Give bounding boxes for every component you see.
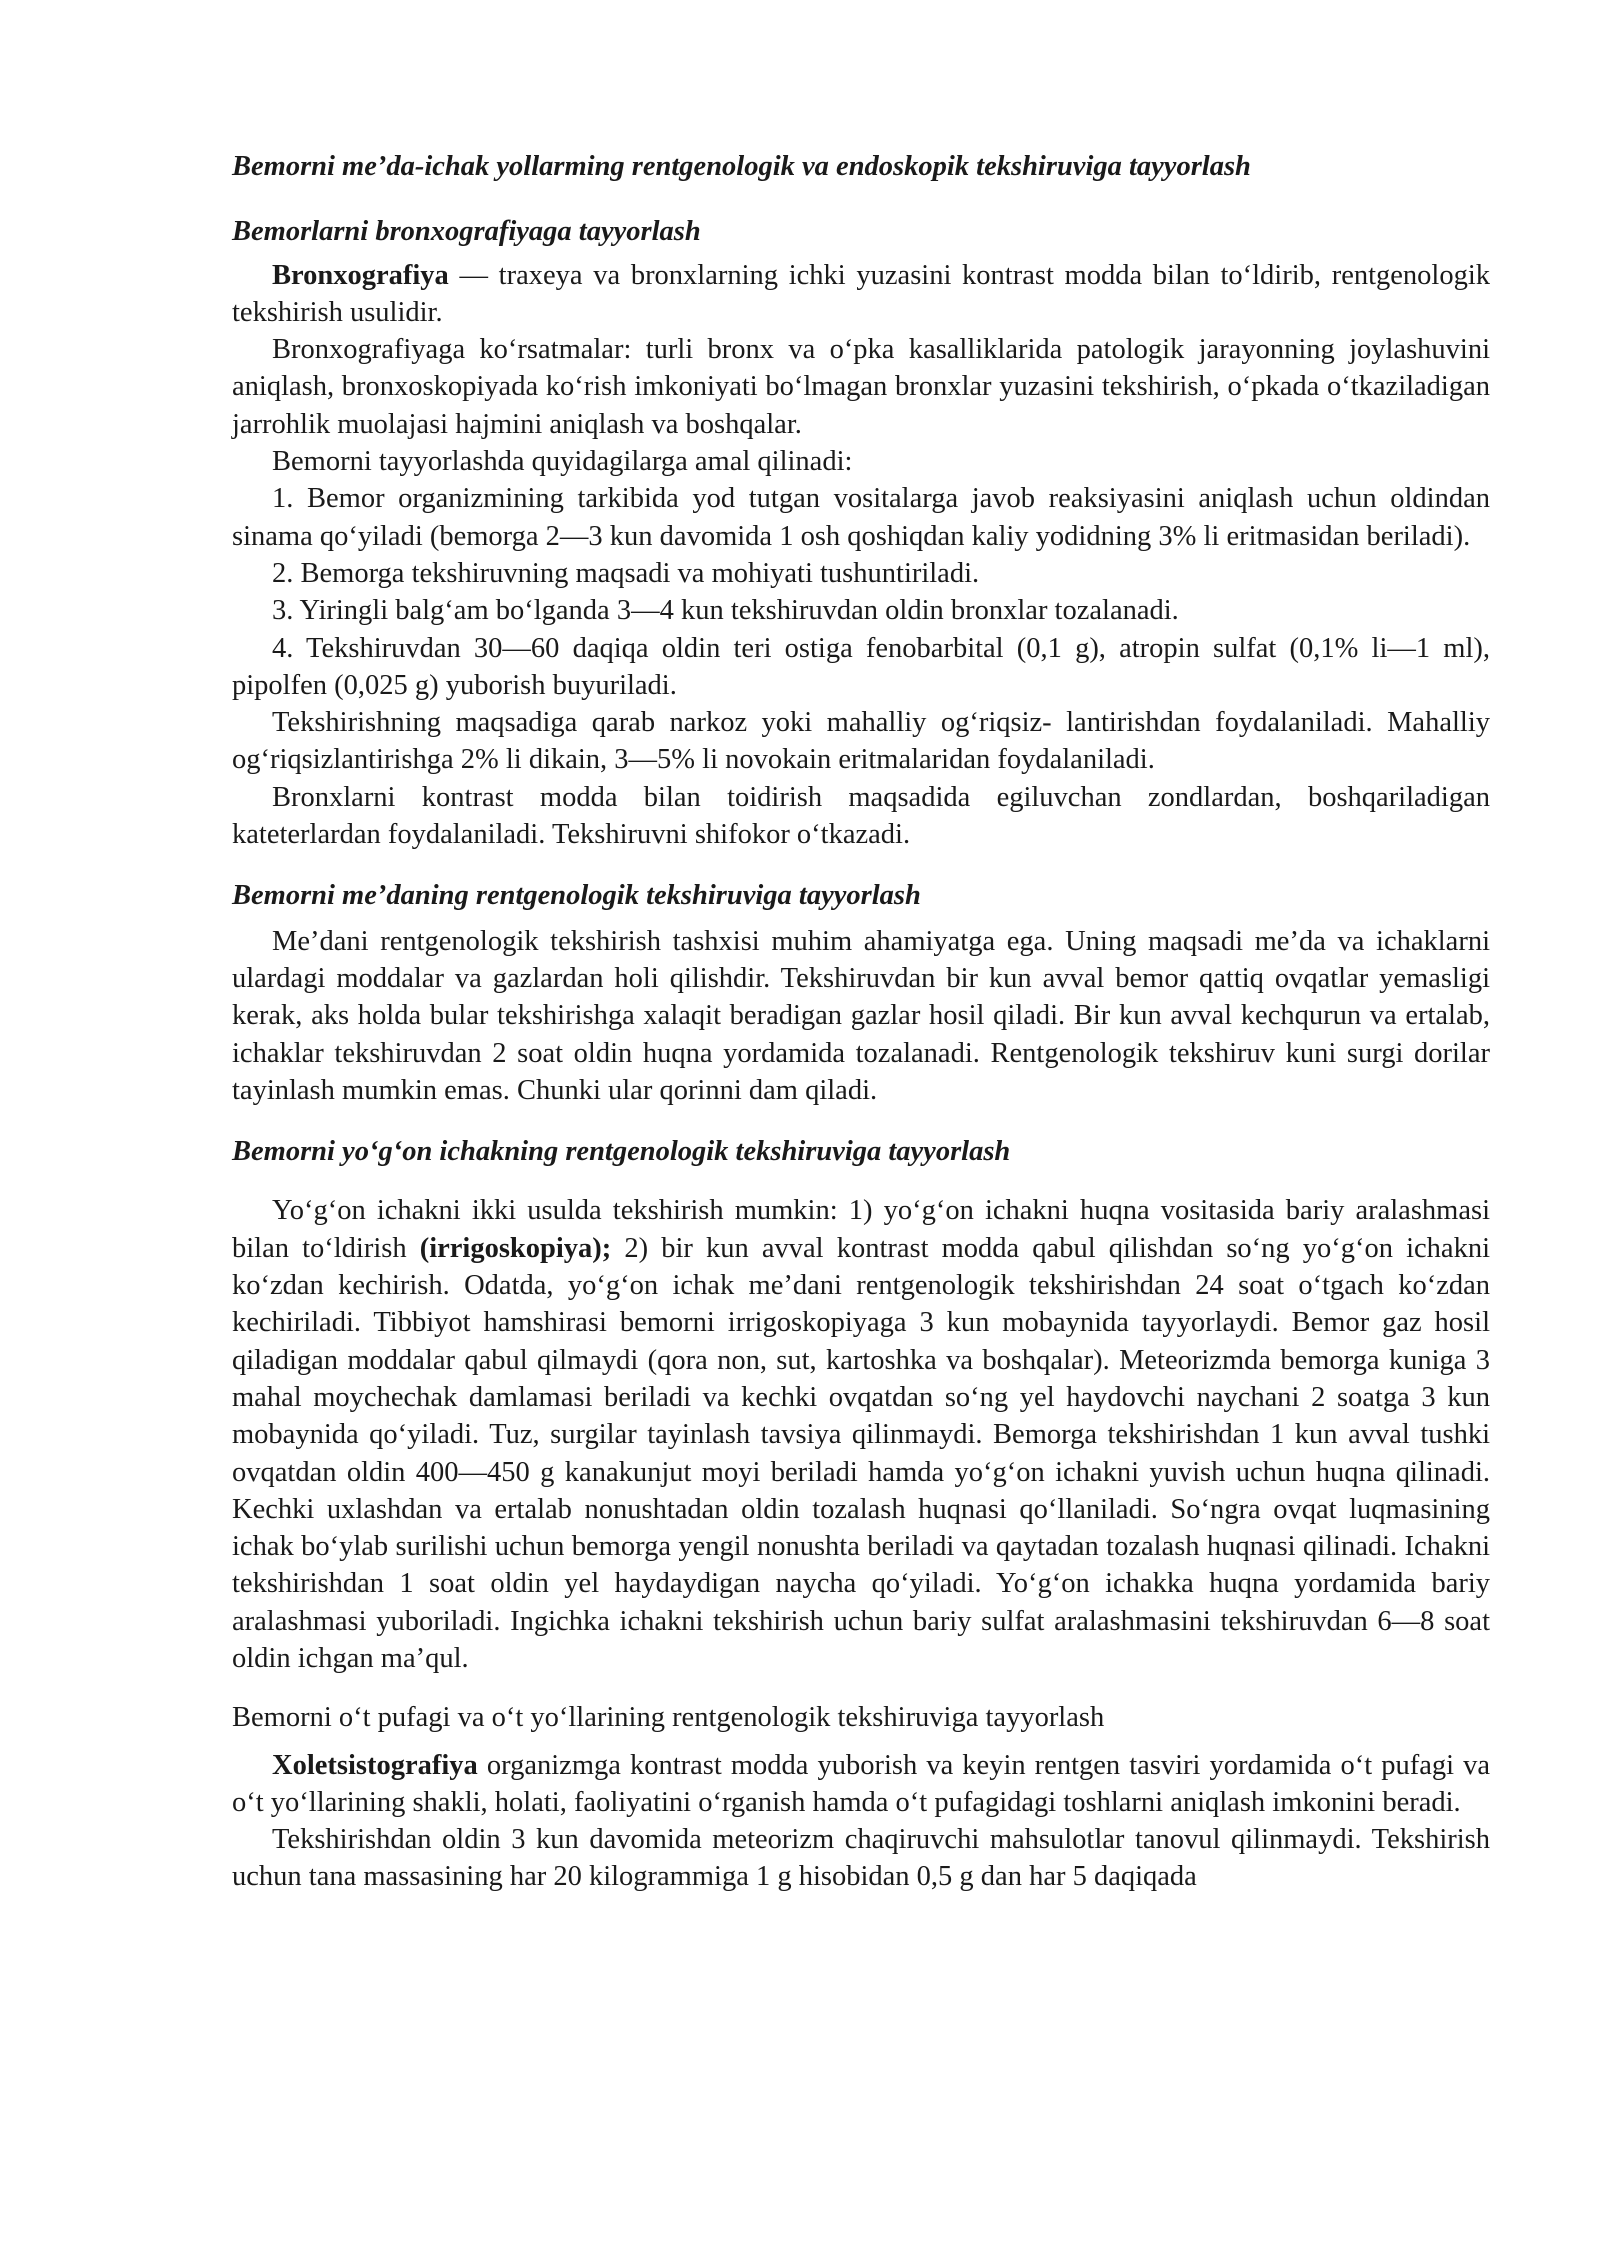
paragraph (232, 1192, 1490, 1677)
section-heading-stomach: Bemorni me’daning rentgenologik tekshiruviga tayyorlash (232, 880, 921, 912)
list-item: 1. Bemor organizmining tarkibida yod tutgan vositalarga javob reaksiyasini aniqlash uchun oldindan sinama qoʻyiladi (bemorga 2—3 kun davomida 1 osh qoshiqdan kaliy yodidning 3% li eritmasidan beriladi). (232, 483, 1490, 552)
term-irrigoskopiya: (irrigoskopiya); (419, 1232, 612, 1264)
paragraph-text: organizmga kontrast modda yuborish va keyin rentgen tasviri yordamida oʻt pufagi va oʻt yoʻllarining shakli, holati, faoliyatini oʻrganish hamda oʻt pufagidagi toshlarni aniqlash imkonini beradi. (232, 1749, 1490, 1818)
list-item: 4. Tekshiruvdan 30—60 daqiqa oldin teri ostiga fenobarbital (0,1 g), atropin sulfat (0,1% li—1 ml), pipolfen (0,025 g) yuborish buyuriladi. (232, 632, 1490, 701)
paragraph: Bronxlarni kontrast modda bilan toidirish maqsadida egiluvchan zondlardan, boshqariladigan kateterlardan foydalaniladi. Tekshiruvni shifokor oʻtkazadi. (232, 781, 1490, 851)
section-heading-gallbladder: Bemorni oʻt pufagi va oʻt yoʻllarining rentgenologik tekshiruviga tayyorlash (232, 1702, 1105, 1734)
list-item: 2. Bemorga tekshiruvning maqsadi va mohiyati tushuntiriladi. (272, 557, 980, 589)
section-heading-gi-tract: Bemorni me’da-ichak yollarming rentgenologik va endoskopik tekshiruviga tayyorlash (232, 151, 1251, 182)
term-bronxografiya: Bronxografiya (272, 259, 449, 291)
paragraph-text: Yoʻgʻon ichakni ikki usulda tekshirish mumkin: 1) yoʻgʻon ichakni huqna vositasida bariy aralashmasi bilan toʻldirish (232, 1195, 1490, 1264)
paragraph: Me’dani rentgenologik tekshirish tashxisi muhim ahamiyatga ega. Uning maqsadi me’da va ichaklarni ulardagi moddalar va gazlardan holi qilishdir. Tekshiruvdan bir kun avval bemor qattiq ovqatlar yemasligi kerak, aks holda bular tekshirishga xalaqit beradigan gazlar hosil qiladi. Bir kun avval kechqurun va ertalab, ichaklar tekshiruvdan 2 soat oldin huqna yordamida tozalanadi. Rentgenologik tekshiruv kuni surgi dorilar tayinlash mumkin emas. Chunki ular qorinni dam qiladi. (232, 925, 1490, 1106)
section-heading-bronchography: Bemorlarni bronxografiyaga tayyorlash (232, 216, 701, 248)
paragraph-text: — traxeya va bronxlarning ichki yuzasini kontrast modda bilan toʻldirib, rentgenologik tekshirish usulidir. (232, 259, 1490, 328)
list-item: 3. Yiringli balgʻam boʻlganda 3—4 kun tekshiruvdan oldin bronxlar tozalanadi. (272, 595, 1179, 627)
paragraph: Tekshirishning maqsadiga qarab narkoz yoki mahalliy ogʻriqsiz- lantirishdan foydalaniladi. Mahalliy ogʻriqsizlantirishga 2% li dikain, 3—5% li novokain eritmalaridan foydalaniladi. (232, 707, 1490, 776)
paragraph (232, 1747, 1490, 1822)
section-heading-colon: Bemorni yoʻgʻon ichakning rentgenologik tekshiruviga tayyorlash (232, 1136, 1011, 1168)
term-xoletsistografiya: Xoletsistografiya (272, 1749, 478, 1781)
paragraph: Tekshirishdan oldin 3 kun davomida meteorizm chaqiruvchi mahsulotlar tanovul qilinmaydi. Tekshirish uchun tana massasining har 20 kilogrammiga 1 g hisobidan 0,5 g dan har 5 daqiqada (232, 1824, 1490, 1893)
paragraph: Bemorni tayyorlashda quyidagilarga amal qilinadi: (272, 446, 853, 478)
paragraph (232, 257, 1490, 332)
paragraph-text: 2) bir kun avval kontrast modda qabul qilishdan soʻng yoʻgʻon ichakni koʻzdan kechirish. Odatda, yoʻgʻon ichak me’dani rentgenologik tekshirishdan 24 soat oʻtgach koʻzdan kechiriladi. Tibbiyot hamshirasi bemorni irrigoskopiyaga 3 kun mobaynida tayyorlaydi. Bemor gaz hosil qiladigan moddalar qabul qilmaydi (qora non, sut, kartoshka va boshqalar). Meteorizmda bemorga kuniga 3 mahal moychechak damlamasi beriladi va kechki ovqatdan soʻng yel haydovchi naychani 2 soatga 3 kun mobaynida qoʻyiladi. Tuz, surgilar tayinlash tavsiya qilinmaydi. Bemorga tekshirishdan 1 kun avval tushki ovqatdan oldin 400—450 g kanakunjut moyi beriladi hamda yoʻgʻon ichakni yuvish uchun huqna qilinadi. Kechki uxlashdan va ertalab nonushtadan oldin tozalash huqnasi qoʻllaniladi. Soʻngra ovqat luqmasining ichak boʻylab surilishi uchun bemorga yengil nonushta beriladi va qaytadan tozalash huqnasi qilinadi. Ichakni tekshirishdan 1 soat oldin yel haydaydigan naycha qoʻyiladi. Yoʻgʻon ichakka huqna yordamida bariy aralashmasi yuboriladi. Ingichka ichakni tekshirish uchun bariy sulfat aralashmasini tekshiruvdan 6—8 soat oldin ichgan ma’qul. (232, 1232, 1490, 1674)
paragraph: Bronxografiyaga koʻrsatmalar: turli bronx va oʻpka kasalliklarida patologik jarayonning joylashuvini aniqlash, bronxoskopiyada koʻrish imkoniyati boʻlmagan bronxlar yuzasini tekshirish, oʻpkada oʻtkaziladigan jarrohlik muolajasi hajmini aniqlash va boshqalar. (232, 334, 1490, 440)
